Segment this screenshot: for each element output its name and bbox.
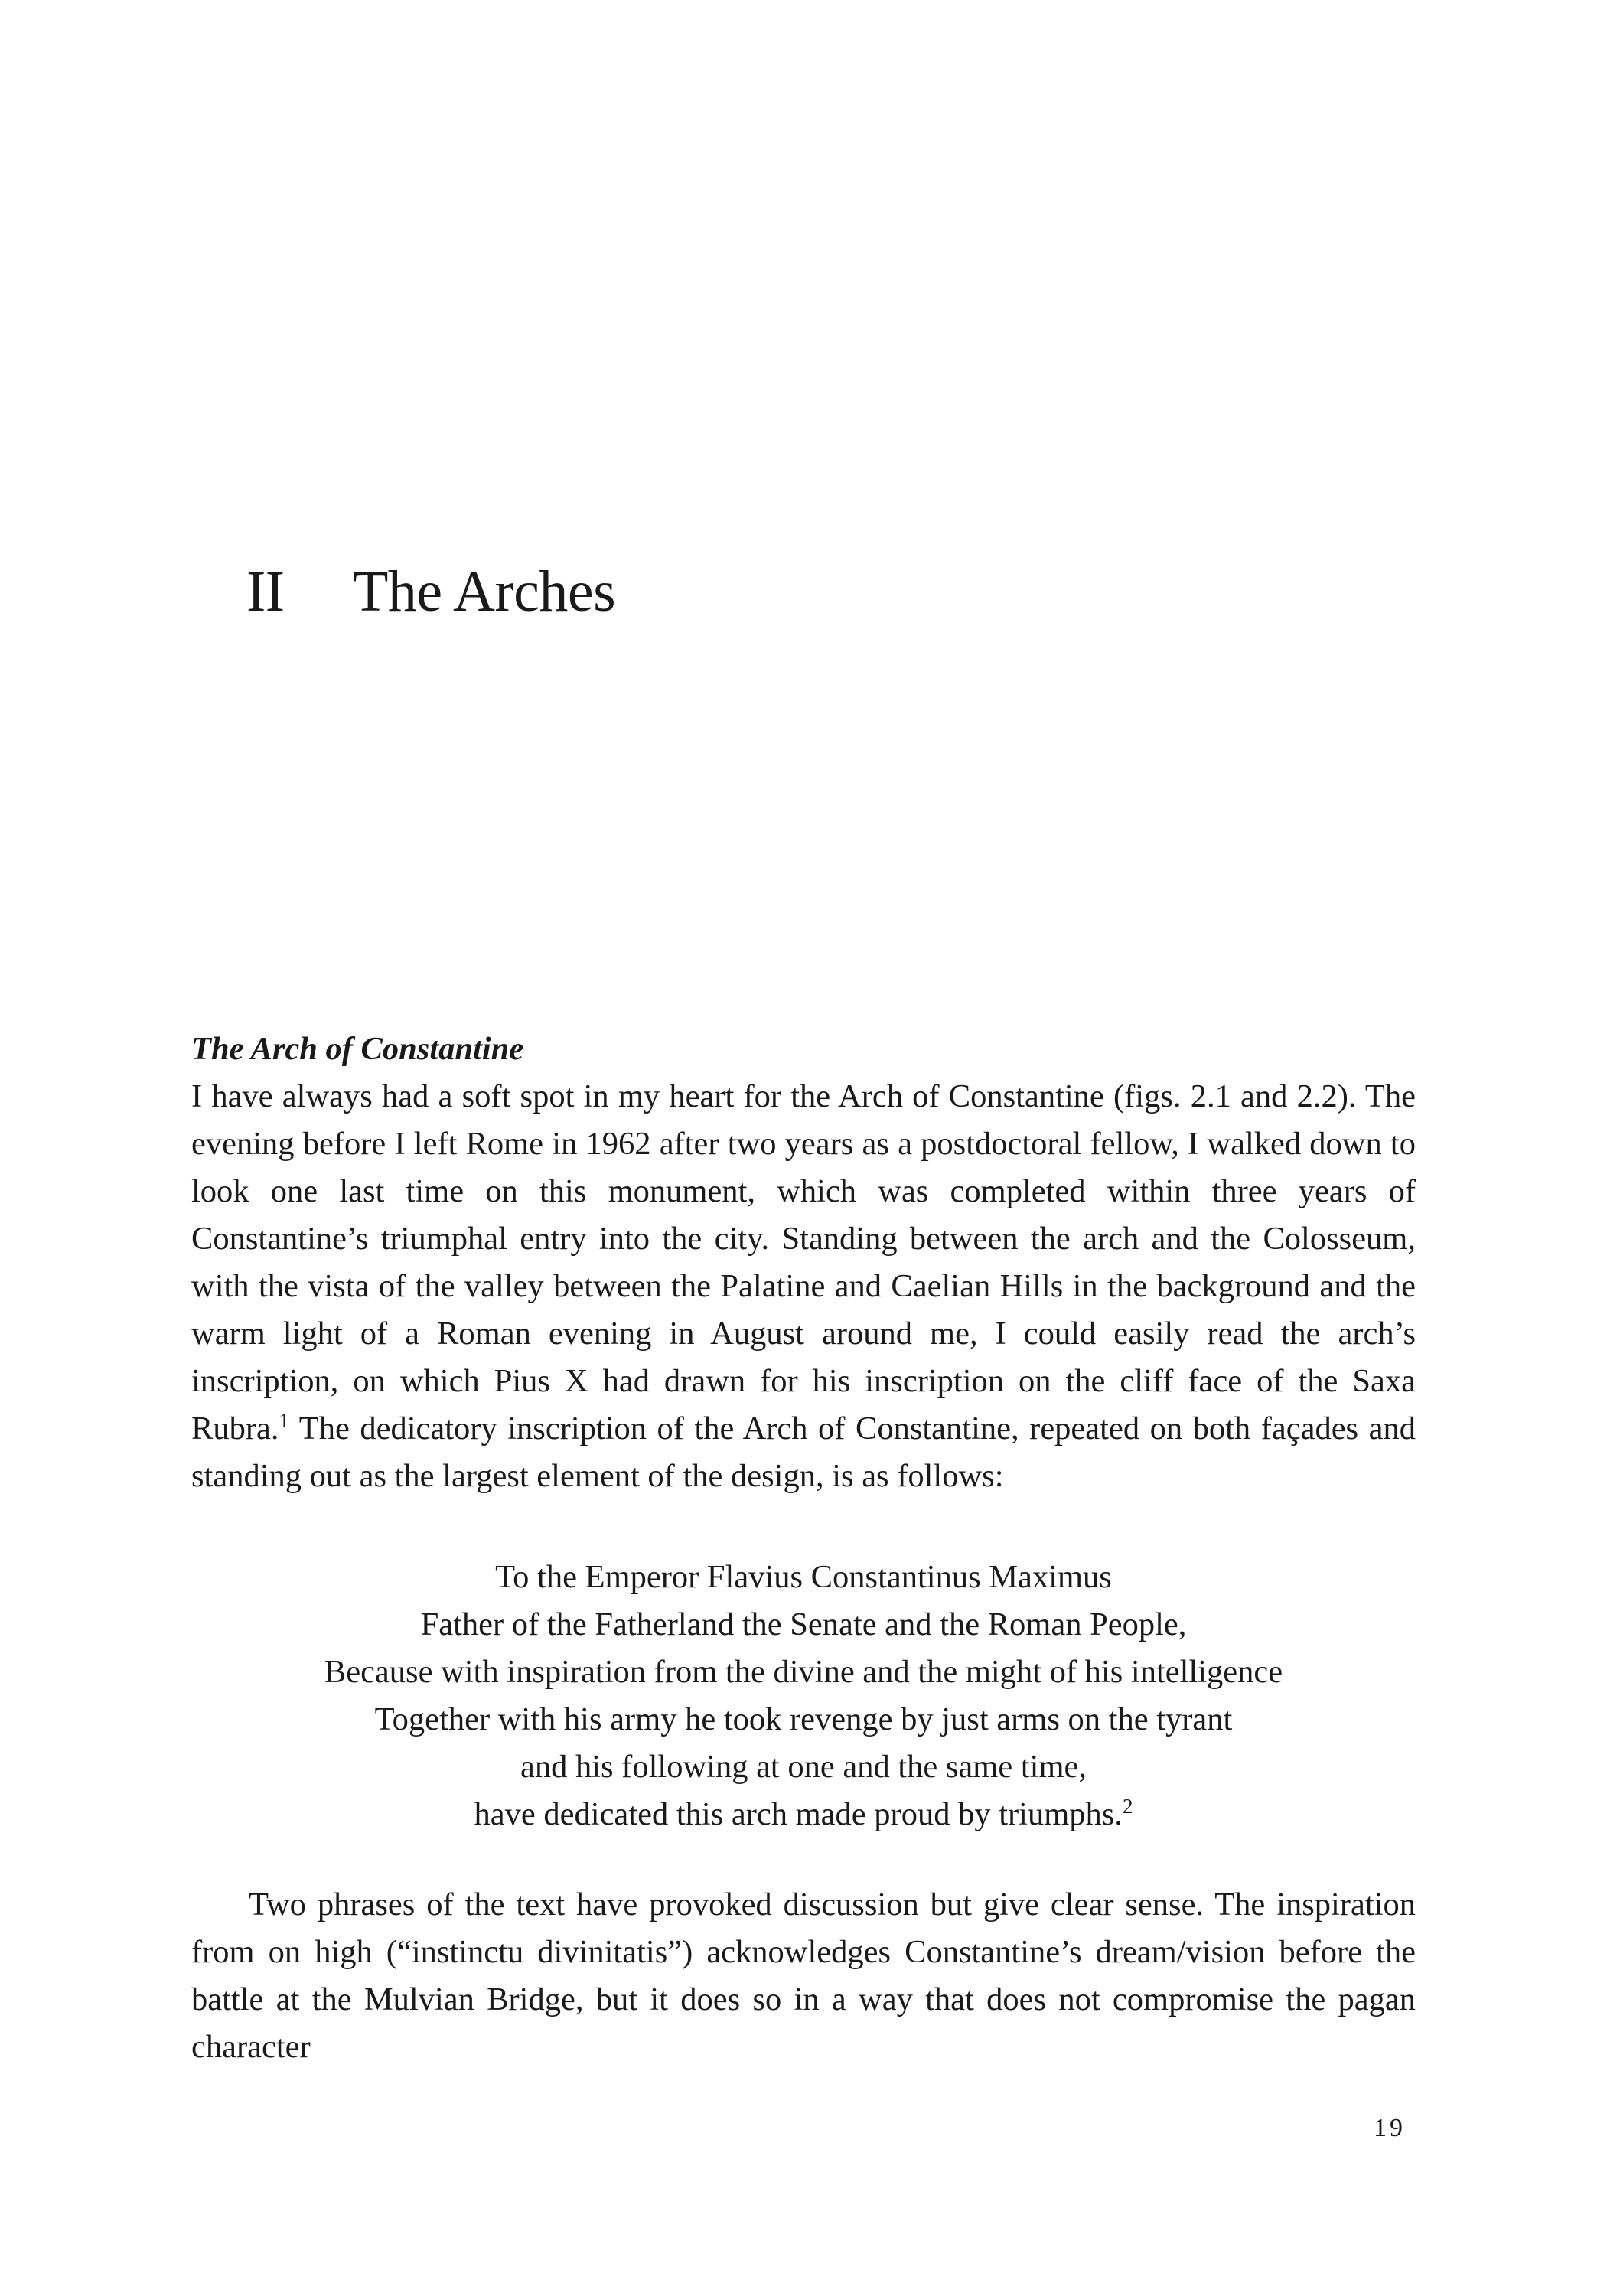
footnote-ref-2[interactable]: 2 (1122, 1794, 1133, 1818)
inscription-line-text: have dedicated this arch made proud by triumphs. (474, 1796, 1123, 1832)
inscription-line: Together with his army he took revenge by just arms on the tyrant (374, 1701, 1233, 1737)
page-number: 19 (1374, 2114, 1406, 2142)
inscription-line: and his following at one and the same time, (520, 1749, 1087, 1785)
paragraph-1-text-continued: The dedicatory inscription of the Arch of Constantine, repeated on both façades and standing out as the largest element of the design, is as follows: (191, 1411, 1416, 1494)
inscription-last-line (191, 1791, 1416, 1838)
chapter-heading (246, 559, 616, 624)
inscription-quote (191, 1554, 1416, 1838)
inscription-line: To the Emperor Flavius Constantinus Maximus (495, 1559, 1112, 1595)
chapter-number: II (246, 559, 285, 624)
section-title: The Arch of Constantine (191, 1031, 524, 1067)
paragraph-1-text: I have always had a soft spot in my heart for the Arch of Constantine (figs. 2.1 and 2.2). The evening before I left Rome in 1962 after two years as a postdoctoral fellow, I walked down to look one last time on this monument, which was completed within three years of Constantine’s triumphal entry into the city. Standing between the arch and the Colosseum, with the vista of the valley between the Palatine and Caelian Hills in the background and the warm light of a Roman evening in August around me, I could easily read the arch’s inscription, on which Pius X had drawn for his inscription on the cliff face of the Saxa Rubra. (191, 1078, 1416, 1446)
footnote-ref-1[interactable]: 1 (279, 1408, 289, 1432)
body-paragraph-2: Two phrases of the text have provoked discussion but give clear sense. The inspiration from on high (“instinctu divinitatis”) acknowledges Constantine’s dream/vision before the battle at the Mulvian Bridge, but it does so in a way that does not compromise the pagan character (191, 1887, 1416, 2065)
body-paragraph-1 (191, 1073, 1416, 1500)
inscription-line: Because with inspiration from the divine and the might of his intelligence (324, 1654, 1283, 1690)
inscription-line: Father of the Fatherland the Senate and the Roman People, (420, 1606, 1187, 1642)
chapter-title: The Arches (353, 559, 616, 624)
